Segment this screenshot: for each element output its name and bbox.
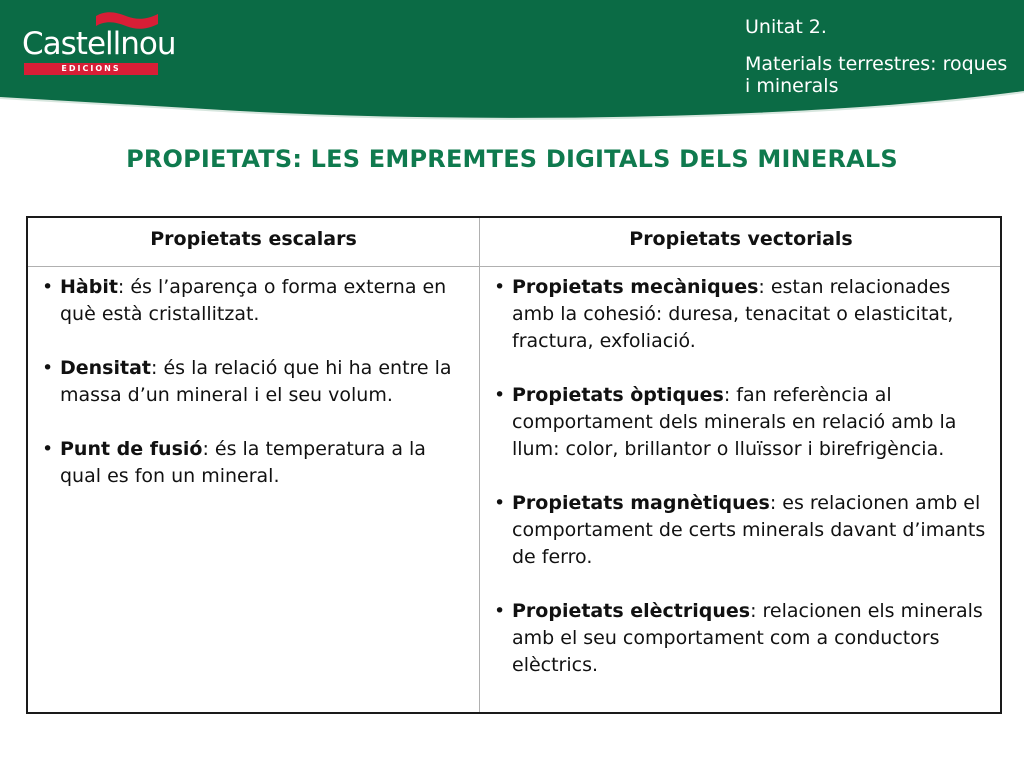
logo-subtitle: EDICIONS <box>24 63 158 75</box>
bullet-icon: • <box>494 600 506 622</box>
list-item <box>488 274 994 355</box>
header-divider <box>28 266 1000 267</box>
list-item <box>488 382 994 463</box>
list-item <box>36 436 472 490</box>
list-item <box>36 355 472 409</box>
definition: : estan relacionades amb la cohesió: duresa, tenacitat o elasticitat, fractura, exfoliació. <box>512 276 954 352</box>
vector-properties-list <box>488 274 994 706</box>
term: Propietats mecàniques <box>512 276 759 298</box>
list-item <box>488 490 994 571</box>
column-divider <box>479 218 480 712</box>
term: Propietats elèctriques <box>512 600 751 622</box>
definition: : és la temperatura a la qual es fon un mineral. <box>60 438 426 487</box>
list-item <box>488 598 994 679</box>
term: Hàbit <box>60 276 118 298</box>
castellnou-logo <box>22 10 176 78</box>
definition: : és l’aparença o forma externa en què està cristallitzat. <box>60 276 447 325</box>
definition: : relacionen els minerals amb el seu comportament com a conductors elèctrics. <box>512 600 983 676</box>
list-item <box>36 274 472 328</box>
definition: : es relacionen amb el comportament de certs minerals davant d’imants de ferro. <box>512 492 986 568</box>
scalar-properties-list <box>36 274 472 517</box>
page-title: PROPIETATS: LES EMPREMTES DIGITALS DELS MINERALS <box>126 145 898 173</box>
header-vector-properties: Propietats vectorials <box>629 228 853 250</box>
unit-subtitle: Materials terrestres: roques i minerals <box>745 53 1008 97</box>
header-scalar-properties: Propietats escalars <box>150 228 357 250</box>
bullet-icon: • <box>42 357 54 379</box>
properties-table <box>26 216 1002 714</box>
term: Punt de fusió <box>60 438 203 460</box>
bullet-icon: • <box>42 438 54 460</box>
logo-wordmark: Castellnou <box>22 26 176 62</box>
definition: : fan referència al comportament dels minerals en relació amb la llum: color, brillantor o lluïssor i birefrigència. <box>512 384 957 460</box>
bullet-icon: • <box>42 276 54 298</box>
bullet-icon: • <box>494 276 506 298</box>
term: Propietats magnètiques <box>512 492 770 514</box>
term: Propietats òptiques <box>512 384 724 406</box>
unit-heading <box>745 16 1015 97</box>
unit-title: Unitat 2. <box>745 16 827 38</box>
definition: : és la relació que hi ha entre la massa d’un mineral i el seu volum. <box>60 357 452 406</box>
bullet-icon: • <box>494 492 506 514</box>
bullet-icon: • <box>494 384 506 406</box>
term: Densitat <box>60 357 151 379</box>
